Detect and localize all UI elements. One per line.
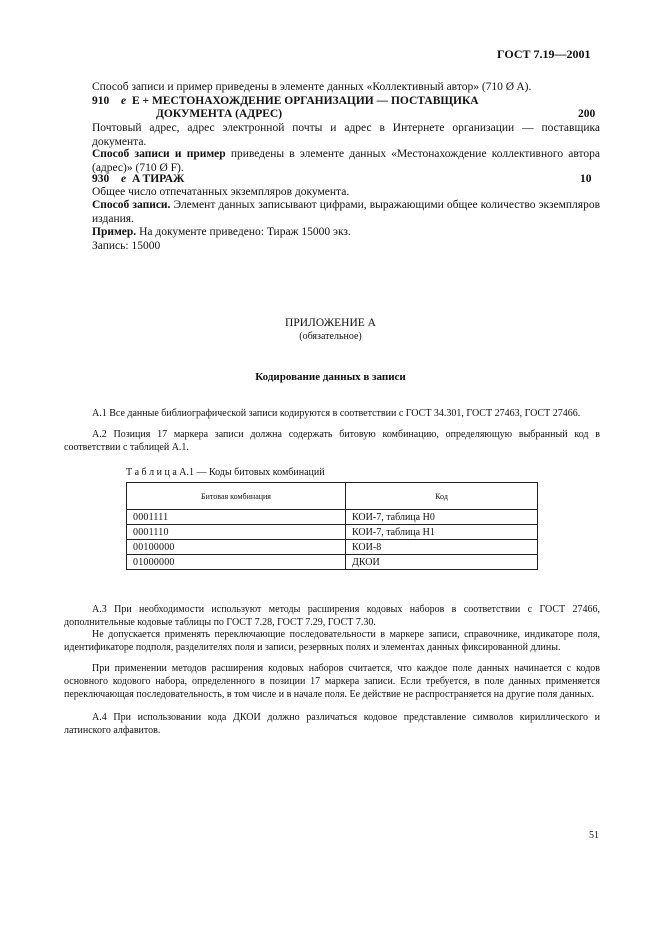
- code-cell: ДКОИ: [346, 555, 538, 570]
- paragraph-supplier-address: Почтовый адрес, адрес электронной почты и адрес в Интернете организации — поставщика документа.: [92, 122, 600, 148]
- table-row: [127, 510, 538, 525]
- example-label: Способ записи и пример: [92, 148, 226, 160]
- field-910-length: 200: [578, 108, 596, 120]
- table-header-row: [127, 483, 538, 510]
- field-930-code: 930: [92, 173, 110, 185]
- appendix-heading: Кодирование данных в записи: [255, 371, 406, 383]
- example-text: приведены в элементе данных «Местонахождение коллективного автора (адрес)» (710 Ø F).: [92, 148, 600, 174]
- example-content: На документе приведено: Тираж 15000 экз.: [136, 226, 351, 238]
- method-text: Элемент данных записывают цифрами, выражающими общее количество экземпляров издания.: [92, 199, 600, 225]
- paragraph-print-run: Общее число отпечатанных экземпляров документа.: [92, 186, 350, 198]
- paragraph-a3: А.3 При необходимости используют методы расширения кодовых наборов в соответствии с ГОСТ 27466, дополнительные кодовые таблицы по ГОСТ 7.28, ГОСТ 7.29, ГОСТ 7.30.: [64, 604, 600, 628]
- paragraph-example: [92, 225, 600, 239]
- paragraph-a3-switching: Не допускается применять переключающие последовательности в маркере записи, справочнике, индикаторе поля, идентификаторе подполя, разделителях поля и записи, резервных полях и элементах данных фиксированной длины.: [64, 629, 600, 653]
- table-row: [127, 540, 538, 555]
- appendix-subtitle: (обязательное): [299, 331, 362, 342]
- appendix-title: ПРИЛОЖЕНИЕ А: [285, 317, 376, 329]
- field-930-flag: e: [121, 173, 127, 185]
- field-930-length: 10: [580, 173, 592, 185]
- bits-cell: 0001111: [127, 510, 346, 525]
- bits-cell: 01000000: [127, 555, 346, 570]
- code-cell: КОИ-7, таблица Н0: [346, 510, 538, 525]
- table-row: [127, 525, 538, 540]
- code-cell: КОИ-8: [346, 540, 538, 555]
- example-word: Пример.: [92, 226, 137, 238]
- column-header-bits: Битовая комбинация: [127, 483, 346, 510]
- paragraph-a3-extension: При применении методов расширения кодовых наборов считается, что каждое поле данных начинается с кодов основного кодового набора, определенного в позиции 17 маркера записи. Если требуется, в поле данных применяется переключающая последовательность, в том числе и в начале поля. Ее действие не распространяется на другие поля данных.: [64, 663, 600, 700]
- bits-cell: 00100000: [127, 540, 346, 555]
- paragraph-a2: А.2 Позиция 17 маркера записи должна содержать битовую комбинацию, определяющую выбранный код в соответствии с таблицей А.1.: [64, 429, 600, 453]
- paragraph-record: Запись: 15000: [92, 240, 161, 252]
- column-header-code: Код: [346, 483, 538, 510]
- paragraph-recording-method: [92, 198, 600, 226]
- field-930-title: A ТИРАЖ: [132, 173, 185, 185]
- table-row: [127, 555, 538, 570]
- field-910-code: 910: [92, 95, 110, 107]
- paragraph-supplier-example: [92, 147, 600, 175]
- field-910-title-line2: ДОКУМЕНТА (АДРЕС): [156, 108, 283, 120]
- code-cell: КОИ-7, таблица Н1: [346, 525, 538, 540]
- paragraph-collective-author-ref: Способ записи и пример приведены в элементе данных «Коллективный автор» (710 Ø A).: [92, 81, 532, 93]
- field-910-flag: e: [121, 95, 127, 107]
- table-caption: Т а б л и ц а А.1 — Коды битовых комбинаций: [126, 467, 325, 478]
- bit-codes-table: [126, 482, 538, 570]
- field-910-title-line1: E + МЕСТОНАХОЖДЕНИЕ ОРГАНИЗАЦИИ — ПОСТАВЩИКА: [132, 95, 479, 107]
- paragraph-a4: А.4 При использовании кода ДКОИ должно различаться кодовое представление символов кириллического и латинского алфавитов.: [64, 712, 600, 736]
- document-standard-header: ГОСТ 7.19—2001: [497, 47, 591, 61]
- page-number: 51: [589, 830, 599, 841]
- paragraph-a1: А.1 Все данные библиографической записи кодируются в соответствии с ГОСТ 34.301, ГОСТ 27463, ГОСТ 27466.: [92, 408, 581, 419]
- bits-cell: 0001110: [127, 525, 346, 540]
- method-label: Способ записи.: [92, 199, 171, 211]
